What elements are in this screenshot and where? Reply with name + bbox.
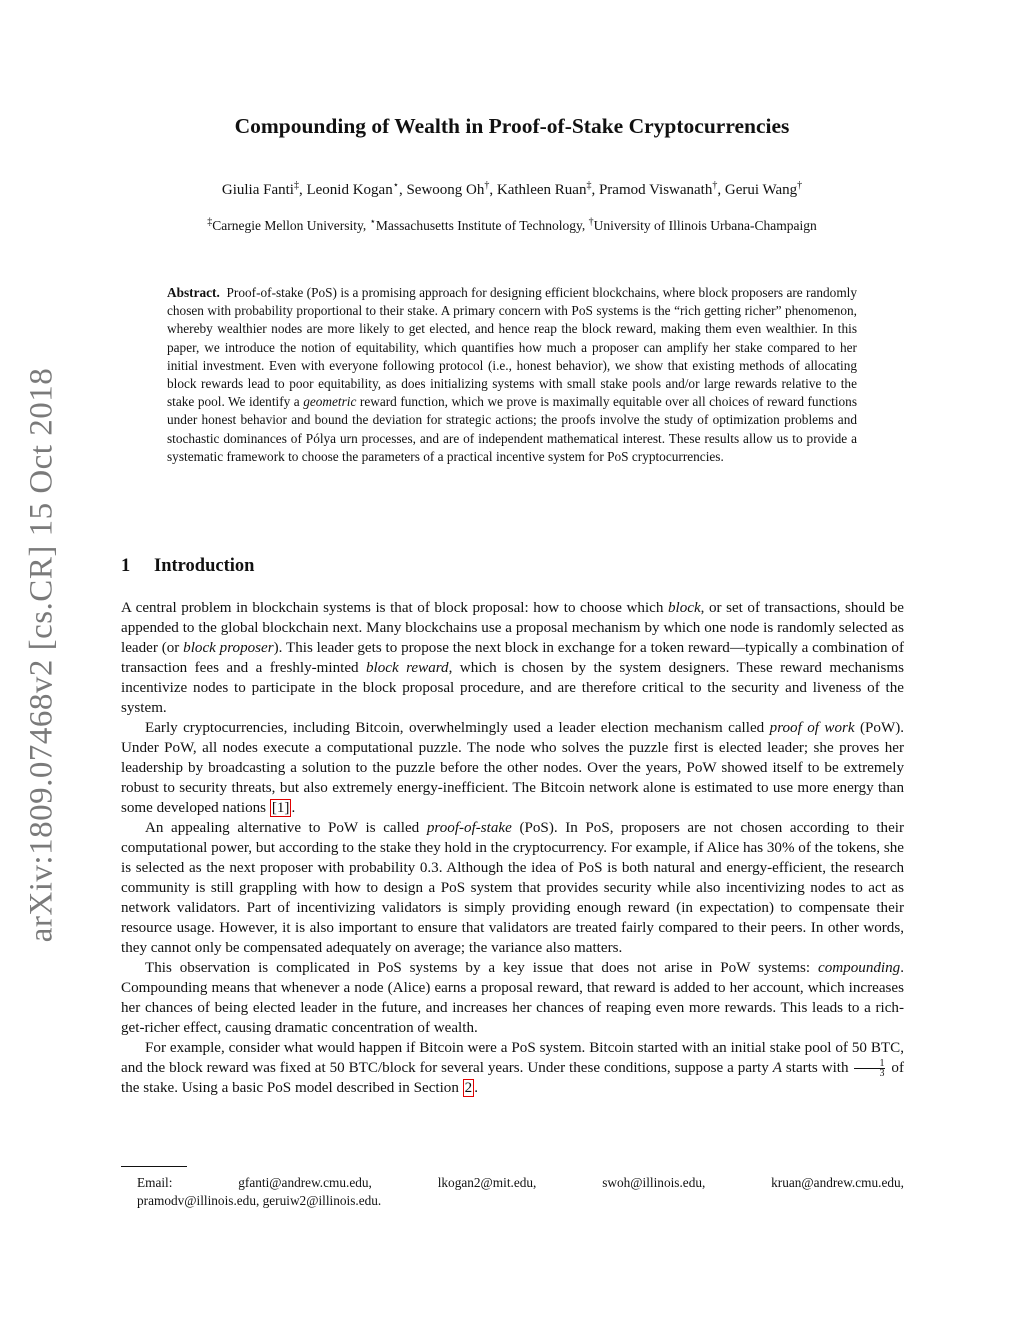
email: gfanti@andrew.cmu.edu,: [238, 1175, 372, 1190]
footnote-rule: [121, 1166, 187, 1167]
abstract-label: Abstract.: [167, 285, 220, 300]
author: Gerui Wang†: [724, 180, 803, 198]
author: Kathleen Ruan‡: [496, 180, 592, 198]
fraction: $\frac{1}{3}$: [854, 1059, 885, 1078]
paragraph: An appealing alternative to PoW is called proof-of-stake (PoS). In PoS, proposers are not chosen according to their computational power, but according to the stake they hold in the cryptocurrency. For example, if Alice has 30% of the tokens, she is selected as the next proposer with probability 0.3. Although the idea of PoS is both natural and energy-efficient, the research community is still grappling with how to design a PoS system that provides security while also incentivizing nodes to act as network validators. Part of incentivizing validators is simply providing enough reward (in expectation) to compensate their resource usage. However, it is also important to ensure that validators are treated fairly compared to their peers. In other words, they cannot only be compensated adequately on average; the variance also matters.: [121, 820, 905, 956]
affiliation: ‡Carnegie Mellon University: [207, 216, 363, 233]
author-list: Giulia Fanti‡, Leonid Kogan⋆, Sewoong Oh†, Kathleen Ruan‡, Pramod Viswanath†, Gerui Wang†: [221, 180, 803, 198]
section-number: 1: [121, 556, 131, 576]
section-title: Introduction: [154, 556, 255, 576]
paper-title: Compounding of Wealth in Proof-of-Stake Cryptocurrencies: [234, 114, 790, 138]
footnote-label: Email:: [137, 1175, 173, 1190]
body-text: [121, 598, 904, 1098]
email-line: pramodv@illinois.edu, geruiw2@illinois.edu.: [137, 1193, 382, 1208]
author: Giulia Fanti‡: [221, 180, 299, 198]
paragraph: A central problem in blockchain systems is that of block proposal: how to choose which block, or set of transactions, should be appended to the global blockchain next. Many blockchains use a proposal mechanism by which one node is randomly selected as leader (or block proposer). This leader gets to propose the next block in exchange for a token reward—typically a combination of transaction fees and a freshly-minted block reward, which is chosen by the system designers. These reward mechanisms incentivize nodes to participate in the block proposal procedure, and are therefore critical to the security and liveness of the system.: [121, 600, 905, 716]
footnote: [137, 1174, 904, 1210]
email: swoh@illinois.edu,: [602, 1175, 706, 1190]
affiliation: †University of Illinois Urbana-Champaign: [588, 216, 817, 233]
section-heading: [121, 556, 254, 577]
paragraph: This observation is complicated in PoS systems by a key issue that does not arise in PoW systems: compounding. Compounding means that whenever a node (Alice) earns a proposal reward, that reward is added to her account, which increases her chances of being elected leader in the future, and increases her chances of reaping even more rewards. This leads to a rich-get-richer effect, causing dramatic concentration of wealth.: [121, 960, 904, 1036]
author: Pramod Viswanath†: [598, 180, 718, 198]
author: Leonid Kogan⋆: [306, 180, 399, 198]
email: kruan@andrew.cmu.edu,: [771, 1175, 904, 1190]
paragraph: For example, consider what would happen if Bitcoin were a PoS system. Bitcoin started with an initial stake pool of 50 BTC, and the block reward was fixed at 50 BTC/block for several years. Under these conditions, suppose a party A starts with $\frac{1}{3}$ of the stake. Using a basic PoS model described in Section 2 .: [121, 1040, 904, 1097]
citation-link[interactable]: [1]: [271, 800, 290, 816]
abstract: Abstract. Proof-of-stake (PoS) is a promising approach for designing efficient blockchains, where block proposers are randomly chosen with probability proportional to their stake. A primary concern with PoS systems is the “rich getting richer” phenomenon, whereby wealthier nodes are more likely to get elected, and hence reap the block reward, making them even wealthier. In this paper, we introduce the notion of equitability, which quantifies how much a proposer can amplify her stake compared to her initial investment. Even with everyone following protocol (i.e., honest behavior), we show that existing methods of allocating block rewards lead to poor equitability, as does initializing systems with small stake pools and/or large rewards relative to the stake pool. We identify a geometric reward function, which we prove is maximally equitable over all choices of reward functions under honest behavior and bound the deviation for strategic actions; the proofs involve the study of optimization problems and stochastic dominances of Pólya urn processes, and are of independent mathematical interest. These results allow us to provide a systematic framework to choose the parameters of a practical incentive system for PoS cryptocurrencies.: [167, 285, 858, 464]
email: lkogan2@mit.edu,: [437, 1175, 537, 1190]
paragraph: Early cryptocurrencies, including Bitcoin, overwhelmingly used a leader election mechanism called proof of work (PoW). Under PoW, all nodes execute a computational puzzle. The node who solves the puzzle first is elected leader; she proves her leadership by broadcasting a solution to the puzzle before the other nodes. Over the years, PoW showed itself to be extremely robust to security threats, but also extremely energy-inefficient. The Bitcoin network alone is estimated to use more energy than some developed nations [1] .: [121, 720, 905, 816]
arxiv-identifier[interactable]: arXiv:1809.07468v2 [cs.CR] 15 Oct 2018: [23, 367, 60, 943]
section-reference-link[interactable]: 2: [464, 1080, 473, 1097]
affiliation-list: ‡Carnegie Mellon University, ⋆Massachusetts Institute of Technology, †University of Illinois Urbana-Champaign: [207, 216, 817, 233]
author: Sewoong Oh†: [406, 180, 490, 198]
affiliation: ⋆Massachusetts Institute of Technology: [369, 216, 582, 233]
